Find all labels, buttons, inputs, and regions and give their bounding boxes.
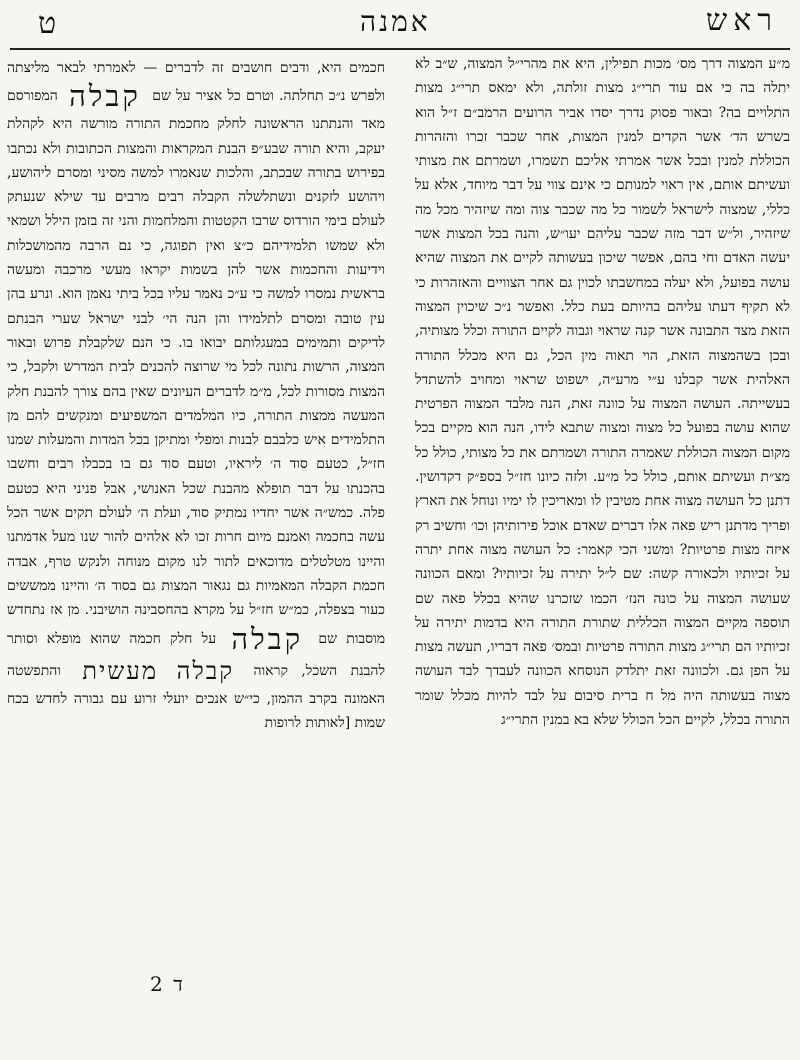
right-column xyxy=(415,52,790,932)
emphasized-term-kabbalah-2: קבלה xyxy=(231,621,304,656)
left-text-segment-3: על חלק חכמה שהוא מופלא וסותר להבנת השכל, קראוה xyxy=(7,630,385,679)
page-footer xyxy=(30,972,380,1012)
right-column-paragraph: מ״ע המצוה דרך מס׳ מכות תפילין, היא את מהרי״ל המצוה, ש״ב לא יתלה בה כי אם עוד תרי״ג מצות זולתה, ולא ימאס תרי״ג מצות התלויים בה? ובאור פסוק נדרך יסדו אביר הרועים הרמב״ם ז״ל הוא בשרש הד׳ אשר הקדים למנין המצות, אחר שכבר זכרו והזהרות הכוללת למנין ובכל אשר אמרתי אליכם תשמרו, ושמרתם את מצותי ועשיתם אותם, אין ראוי למנותם כי אינם צווי על דבר מיוחד, אלא על כללי, שמצוה לישראל לשמור כל מה שכבר צוה ומה שיזהיר מכל מה שיזהיר, ול״ש דבר מזה שכבר עליהם יעו״ש, והנה בכל המצות אשר יעשה האדם וחי בהם, אפשר שיכון בעשותה לקיים את המצוה שהיא עושה בפועל, ולא יעלה במחשבתו לכוין גם אחר הצוויים והאזהרות כי לא תקיף דעתו עליהם בהיותם בעת כלל. ואפשר נ״כ שיכוין המצוה הזאת מצד התבונה אשר קנה שראוי וגבוה לקיים התורה וכלל מצותיה, ובכן בשהמצוה הזאת, הוי תאוה מין הכל, גם היא מכלל התורה האלהית אשר קבלנו ע״י מרע״ה, ישפוט שראוי ומחויב להשתדל בעשייתה. העושה המצוה על כוונה זאת, הנה מלבד המצוה הפרטית שהוא עושה בפועל כל מצוה ומצוה שתבא לידו, הנה הוא מקיים בכל מקום המצוה הכוללת שאמרה התורה ושמרתם את כל מצותי, כולל כל מצ״ת ועשיתם אותם, כולל כל מ״ע. ולזה כיונו חז״ל בספ״ק דקדושין. דתנן כל העושה מצוה אחת מטיבין לו ומאריכין לו ימיו ונוחל את הארץ ופריך מדתנן ריש פאה אלו דברים שאדם אוכל פירותיהן וכו׳ וחשיב רק איזה מצות פרטיות? ומשני הכי קאמר: כל העושה מצוה אחת יתרה על זכיותיו ולכאורה קשה: שם ל״ל יתירה על זכיותיו? ומאם הכוונה שעושה המצוה על כונה הנז׳ הכמו שזכרנו שהיא בכלל פאה שם תוספה מקיים המצוה הכללית שתורת התורה היא בדמות יתירה על זכיותיו הם תרי״ג מצות התורה פרטיות ובמס׳ פאה דבריו, תעשה מצות על הפן גם. ולכוונה זאת יתלדק הנוסחא הכוונה לעבדך לבד העושה מצוה בעשותה היה מל ח ברית סיבום על לבד להיות מכלל שומר התורה בכלל, לקיים הכל הכולל שלא בא במנין התרי״ג xyxy=(415,56,790,729)
running-title-right: ראש xyxy=(706,3,778,38)
running-title-center: אמנה xyxy=(360,5,431,38)
header-rule xyxy=(10,48,790,50)
emphasized-term-practical-kabbalah: קבלה מעשית xyxy=(82,656,235,685)
left-text-segment-1: חכמים היא, ודבים חושבים זה לדברים — לאמרתי לבאר מליצתה ולפרש נ״כ תחלתה. וטרם כל אציר על שם xyxy=(7,60,385,105)
page-number: ט xyxy=(38,6,58,41)
left-text-segment-4: והתפשטה האמונה בקרב ההמון, כי״ש אנכים יועלי זרוע עם גבורה לחדש בכח שמות [לאותות לרופות xyxy=(7,662,385,731)
left-text-segment-2: המפורסם מאד והנתתנו הראשונה לחלק מחכמת התורה מורשה היא לקהלת יעקב, והיא תורה שבע״פ הבנת המקראות והמצות הכתובות ולא נכתבו בפירוש בתורה שבכתב, והלכות שנאמרו למשה מסיני ומסרם ליהושע, ויהושע לזקנים ונשתלשלה הקבלה רבים מרבים עד שילא שנעתק לעולם בימי הורדוס שרבו הקטטות והמלחמות והני זה בזמן הילל ושמאי ולא שמשו תלמידיהם כ״צ ואין תפוגה, כי נם הרבה מהמושכלות וידיעות והחכמות אשר להן בשמות יקראו מעשי מרכבה ומעשה בראשית נמסרו למשה כי ע״כ נאמר עליו בכל ביתי נאמן הוא. ונרע בהן עין טובה ומסרם לתלמידו והן הנה הי׳ לבני ישראל שערי הבנתם לדיקים ותמימים במעגלותם יבואו בו. כי הנם שלקבלת פרוש ובאור המצוה, הרשות נתונה לכל מי שרוצה להכנים לבית המדרש ולקבל, כי המצות מסורות לכל, מ״מ לדברים העיונים שאין בהם צורך להבנת חלק המעשה ממצות התורה, כיו המלמדים המשפיעים ומנקשים להם מן התלמידים איש כלבבם לבנות ומפלי ומתיקן בכל המדות והמעלות שמנו חז״ל, כטעם סוד ה׳ ליראיו, וטעם סוד גם בו בכבלו רבים וחשבו בהכנתו על דבר תופלא מהבנת שכל האנושי, אבל פניני היא כטעם פלה. כמש״ה אשר יחדיו נמתיק סוד, ועלת ה׳ לעולם תקים אשר הכל עשה בחכמה ואמנם מיום חרות זכו לא אלהים להור שנו מעל אדמתנו והיינו מטלטלים מדוכאים לתור לנו מקום מנוחה ולנקש טרף, אבדה חכמת הקבלה המאמיות גם נגאור המצות גם בסוד ה׳ והיינו ממששים כעור בצפלה, כמ״ש חז״ל על מקרא בהחסבינה הושיבני. מן אז נתחדש מוסבות שם xyxy=(7,88,385,647)
emphasized-term-kabbalah-1: קבלה xyxy=(69,79,141,114)
signature-mark: ד 2 xyxy=(150,972,185,996)
left-column-paragraph-1 xyxy=(7,56,385,735)
left-column xyxy=(7,56,385,926)
